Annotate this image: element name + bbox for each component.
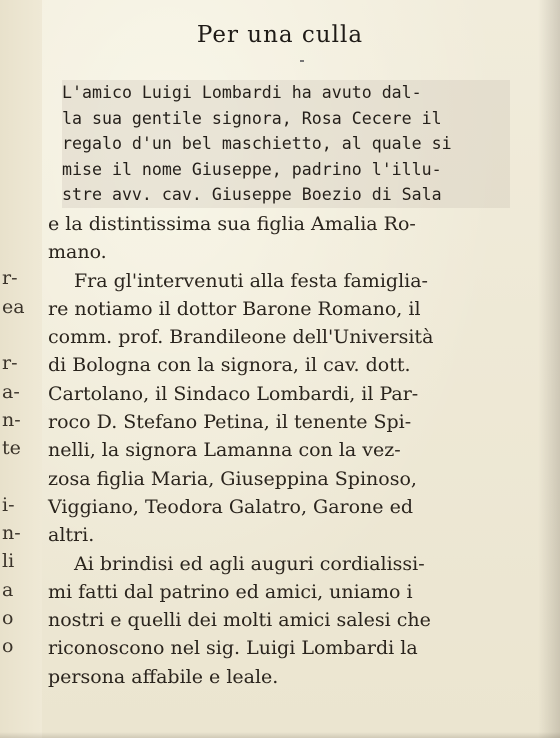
left-column-fragment: ea: [2, 295, 25, 318]
body-line: persona affabile e leale.: [48, 665, 279, 688]
article-title: Per una culla: [196, 22, 364, 48]
left-column-fragment: li: [2, 550, 15, 573]
body-line: roco D. Stefano Petina, il tenente Spi-: [48, 411, 412, 434]
lead-line: L'amico Luigi Lombardi ha avuto dal-: [62, 83, 422, 102]
body-line: altri.: [48, 524, 95, 547]
lead-line: stre avv. cav. Giuseppe Boezio di Sala: [62, 185, 442, 204]
left-column-fragment: r-: [2, 352, 18, 375]
left-column-fragment: a-: [2, 380, 20, 403]
body-line: Fra gl'intervenuti alla festa famiglia-: [74, 269, 428, 292]
body-line: mano.: [48, 241, 107, 264]
body-line: riconoscono nel sig. Luigi Lombardi la: [48, 637, 418, 660]
lead-line: regalo d'un bel maschietto, al quale si: [62, 134, 452, 153]
title-separator: [300, 60, 304, 62]
lead-line: la sua gentile signora, Rosa Cecere il: [62, 108, 442, 128]
page-fold-shadow: [538, 0, 560, 738]
article-lead-paragraph: [62, 80, 510, 208]
body-line: re notiamo il dottor Barone Romano, il: [48, 297, 421, 320]
left-column-fragment: r-: [2, 267, 18, 290]
left-column-fragments: [0, 0, 42, 738]
left-column-fragment: o: [2, 606, 14, 629]
body-line: comm. prof. Brandileone dell'Università: [48, 326, 434, 349]
left-column-fragment: te: [2, 437, 21, 460]
body-line: mi fatti dal patrino ed amici, uniamo i: [48, 580, 413, 603]
left-column-fragment: a: [2, 578, 14, 601]
left-column-fragment: n-: [2, 408, 21, 431]
body-line: Cartolano, il Sindaco Lombardi, il Par-: [48, 382, 419, 405]
body-line: nelli, la signora Lamanna con la vez-: [48, 439, 401, 462]
body-line: di Bologna con la signora, il cav. dott.: [48, 354, 411, 377]
lead-line: mise il nome Giuseppe, padrino l'illu-: [62, 159, 442, 179]
body-line: nostri e quelli dei molti amici salesi che: [48, 609, 431, 632]
body-line: Ai brindisi ed agli auguri cordialissi-: [74, 552, 425, 575]
body-line: Viggiano, Teodora Galatro, Garone ed: [48, 495, 413, 518]
article-body: [48, 210, 508, 691]
page-bottom-edge: [0, 732, 560, 738]
left-column-fragment: n-: [2, 522, 21, 544]
left-column-fragment: o: [2, 635, 14, 658]
body-line: zosa figlia Maria, Giuseppina Spinoso,: [48, 467, 417, 490]
left-column-fragment: i-: [2, 493, 15, 516]
body-line: e la distintissima sua figlia Amalia Ro-: [48, 213, 416, 235]
